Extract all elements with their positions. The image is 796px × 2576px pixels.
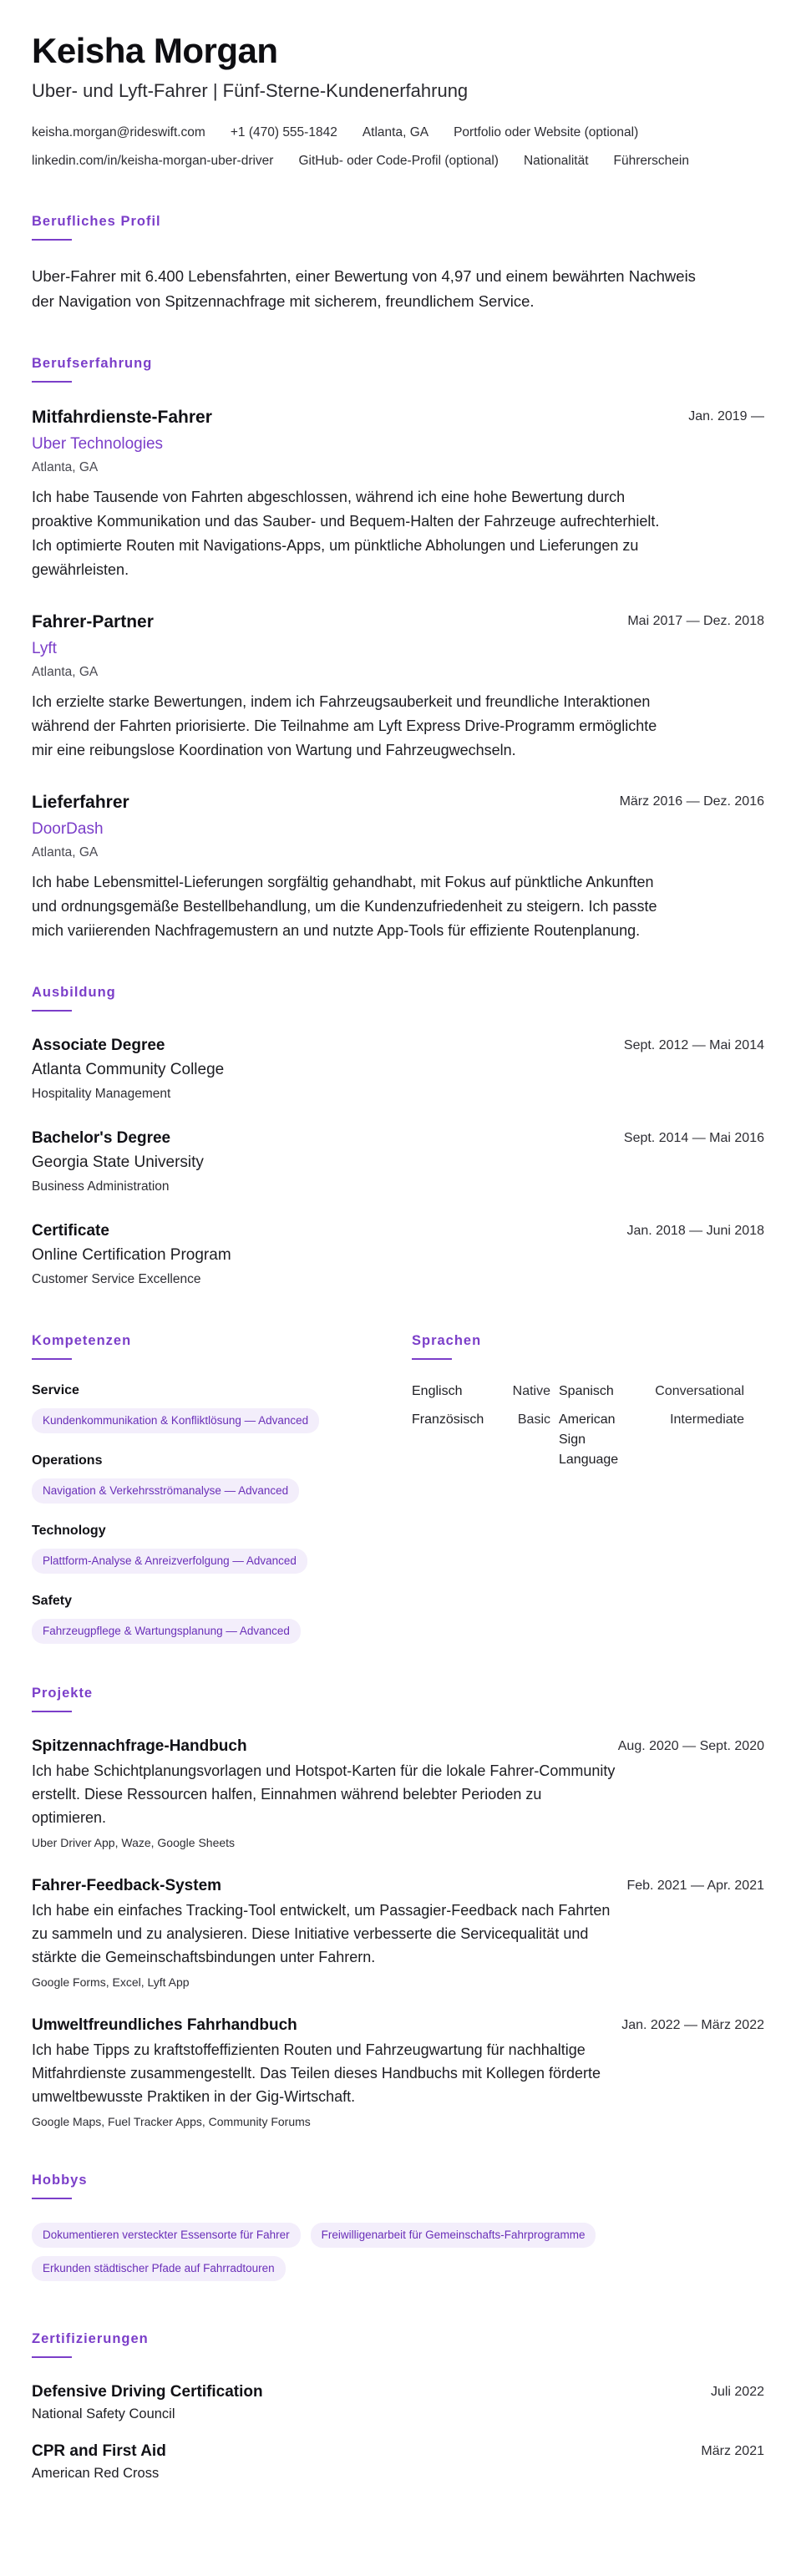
hobby-list: [32, 2223, 700, 2289]
experience-entry: [32, 791, 764, 943]
project-entry: [32, 2015, 764, 2131]
project-description: Ich habe Tipps zu kraftstoffeffizienten Routen und Fahrzeugwartung für nachhaltige Mitfahrdienste zusammengestellt. Das Teilen dieses Handbuchs mit Kollegen förderte umweltbewusste Praktiken in der Gig-Wirtschaft.: [32, 2041, 601, 2105]
education-dates: Jan. 2018 — Juni 2018: [626, 1224, 764, 1238]
section-divider: [32, 239, 72, 241]
project-tech: Google Maps, Fuel Tracker Apps, Community Forums: [32, 2115, 311, 2128]
certification-date: März 2021: [701, 2444, 764, 2458]
section-divider: [32, 2356, 72, 2358]
certification-date: Juli 2022: [710, 2385, 764, 2399]
skill-category: Safety: [32, 1594, 73, 1608]
experience-entry: [32, 406, 764, 582]
certification-issuer: American Red Cross: [32, 2466, 160, 2481]
language-name: American Sign Language: [559, 1412, 619, 1467]
education-field: Hospitality Management: [32, 1087, 171, 1101]
education-entry: [32, 1128, 764, 1197]
job-dates: Jan. 2019 —: [688, 409, 764, 423]
section-divider: [32, 2198, 72, 2199]
project-name: Spitzennachfrage-Handbuch: [32, 1737, 247, 1755]
section-title: Sprachen: [412, 1333, 482, 1348]
certification-entry: [32, 2381, 764, 2424]
skill-chip: Kundenkommunikation & Konfliktlösung — Advanced: [32, 1408, 319, 1433]
experience-entry: [32, 611, 764, 763]
contact-github[interactable]: GitHub- oder Code-Profil (optional): [298, 154, 499, 168]
language-name: Spanisch: [559, 1384, 614, 1398]
job-location: Atlanta, GA: [32, 460, 99, 474]
project-name: Umweltfreundliches Fahrhandbuch: [32, 2016, 297, 2034]
project-dates: Feb. 2021 — Apr. 2021: [626, 1879, 764, 1893]
skill-chip: Plattform-Analyse & Anreizverfolgung — Advanced: [32, 1549, 307, 1574]
job-title: Fahrer-Partner: [32, 612, 154, 631]
education-school: Georgia State University: [32, 1154, 204, 1171]
education-degree: Associate Degree: [32, 1037, 165, 1054]
skill-group: [32, 1382, 412, 1433]
contact-list: [32, 122, 764, 172]
job-company: DoorDash: [32, 820, 104, 838]
section-divider: [32, 381, 72, 383]
certification-name: CPR and First Aid: [32, 2442, 166, 2460]
education-field: Customer Service Excellence: [32, 1272, 201, 1286]
candidate-name: Keisha Morgan: [32, 31, 278, 70]
education-dates: Sept. 2012 — Mai 2014: [623, 1038, 764, 1052]
contact-location: Atlanta, GA: [362, 125, 429, 139]
section-title: Kompetenzen: [32, 1333, 132, 1348]
contact-phone[interactable]: +1 (470) 555-1842: [230, 125, 337, 139]
language-level: Conversational: [655, 1384, 744, 1398]
skills-section: [32, 1331, 412, 1644]
project-dates: Aug. 2020 — Sept. 2020: [617, 1739, 764, 1753]
section-title: Zertifizierungen: [32, 2331, 149, 2346]
hobby-chip: Dokumentieren versteckter Essensorte für Fahrer: [32, 2223, 301, 2248]
education-section: [32, 983, 764, 1290]
job-description: Ich habe Tausende von Fahrten abgeschlossen, während ich eine hohe Bewertung durch proaktive Kommunikation und das Sauber- und Bequem-Halten der Fahrzeuge aufrechterhielt. Ich optimierte Routen mit Navigations-Apps, um pünktliche Abholungen und Lieferungen zu gewährleisten.: [32, 489, 660, 578]
job-company: Lyft: [32, 640, 57, 657]
language-name: Französisch: [412, 1412, 484, 1427]
profile-section: [32, 212, 764, 314]
education-school: Online Certification Program: [32, 1246, 231, 1264]
hobby-chip: Freiwilligenarbeit für Gemeinschafts-Fahrprogramme: [311, 2223, 596, 2248]
contact-email[interactable]: keisha.morgan@rideswift.com: [32, 125, 205, 139]
education-school: Atlanta Community College: [32, 1061, 225, 1078]
projects-section: [32, 1684, 764, 2131]
contact-drivers-license: Führerschein: [613, 154, 689, 168]
skill-group: [32, 1592, 412, 1644]
section-divider: [32, 1010, 72, 1012]
contact-nationality: Nationalität: [523, 154, 589, 168]
project-entry: [32, 1736, 764, 1852]
hobby-chip: Erkunden städtischer Pfade auf Fahrradtouren: [32, 2256, 286, 2281]
job-dates: März 2016 — Dez. 2016: [619, 794, 764, 809]
section-divider: [412, 1358, 452, 1360]
section-title: Berufliches Profil: [32, 214, 161, 229]
job-title: Mitfahrdienste-Fahrer: [32, 408, 212, 427]
education-entry: [32, 1220, 764, 1290]
certification-name: Defensive Driving Certification: [32, 2383, 263, 2401]
project-tech: Uber Driver App, Waze, Google Sheets: [32, 1836, 236, 1849]
section-title: Projekte: [32, 1686, 94, 1701]
candidate-headline: Uber- und Lyft-Fahrer | Fünf-Sterne-Kundenerfahrung: [32, 80, 469, 101]
education-dates: Sept. 2014 — Mai 2016: [623, 1131, 764, 1145]
skill-category: Technology: [32, 1524, 106, 1538]
language-list: [412, 1382, 764, 1470]
job-description: Ich erzielte starke Bewertungen, indem ich Fahrzeugsauberkeit und freundliche Interaktionen während der Fahrten priorisierte. Die Teilnahme am Lyft Express Drive-Programm ermöglichte mir eine reibungslose Koordination von Wartung und Fahrzeugwechseln.: [32, 693, 657, 758]
project-description: Ich habe Schichtplanungsvorlagen und Hotspot-Karten für die lokale Fahrer-Community erstellt. Diese Ressourcen halfen, Einnahmen während belebter Perioden zu optimieren.: [32, 1762, 616, 1826]
project-tech: Google Forms, Excel, Lyft App: [32, 1975, 190, 1989]
job-description: Ich habe Lebensmittel-Lieferungen sorgfältig gehandhabt, mit Fokus auf pünktliche Ankunften und ordnungsgemäße Bestellbehandlung, um die Kundenzufriedenheit zu steigern. Ich passte mich variierenden Nachfragemustern an und nutzte App-Tools für effiziente Routenplanung.: [32, 874, 657, 939]
job-location: Atlanta, GA: [32, 665, 99, 679]
resume-header: [32, 30, 764, 172]
skill-category: Operations: [32, 1453, 103, 1468]
language-level: Intermediate: [670, 1412, 744, 1427]
hobbies-section: [32, 2171, 764, 2289]
skill-chip: Navigation & Verkehrsströmanalyse — Advanced: [32, 1478, 299, 1504]
languages-section: [412, 1331, 764, 1644]
section-title: Berufserfahrung: [32, 356, 153, 371]
project-name: Fahrer-Feedback-System: [32, 1877, 222, 1894]
profile-summary: Uber-Fahrer mit 6.400 Lebensfahrten, einer Bewertung von 4,97 und einem bewährten Nachweis der Navigation von Spitzennachfrage mit sicherem, freundlichem Service.: [32, 267, 696, 310]
section-divider: [32, 1358, 72, 1360]
experience-section: [32, 354, 764, 943]
skill-chip: Fahrzeugpflege & Wartungsplanung — Advanced: [32, 1619, 301, 1644]
section-title: Ausbildung: [32, 985, 116, 1000]
language-name: Englisch: [412, 1384, 463, 1398]
skill-group: [32, 1522, 412, 1574]
language-level: Basic: [517, 1412, 550, 1427]
job-location: Atlanta, GA: [32, 845, 99, 860]
education-entry: [32, 1035, 764, 1104]
section-divider: [32, 1711, 72, 1712]
skills-languages-row: [32, 1331, 764, 1644]
skill-category: Service: [32, 1383, 79, 1397]
job-dates: Mai 2017 — Dez. 2018: [627, 614, 764, 628]
education-degree: Bachelor's Degree: [32, 1129, 171, 1147]
job-company: Uber Technologies: [32, 435, 164, 453]
job-title: Lieferfahrer: [32, 793, 129, 812]
project-entry: [32, 1875, 764, 1991]
skill-group: [32, 1452, 412, 1504]
project-dates: Jan. 2022 — März 2022: [621, 2018, 764, 2032]
education-field: Business Administration: [32, 1179, 170, 1194]
certification-entry: [32, 2441, 764, 2483]
education-degree: Certificate: [32, 1222, 109, 1240]
language-level: Native: [512, 1384, 550, 1398]
contact-portfolio[interactable]: Portfolio oder Website (optional): [454, 125, 639, 139]
certifications-section: [32, 2330, 764, 2483]
project-description: Ich habe ein einfaches Tracking-Tool entwickelt, um Passagier-Feedback nach Fahrten zu sammeln und zu analysieren. Diese Initiative verbesserte die Servicequalität und stärkte die Gemeinschaftsbindungen unter Fahrern.: [32, 1902, 611, 1965]
contact-linkedin[interactable]: linkedin.com/in/keisha-morgan-uber-driver: [32, 154, 274, 168]
certification-issuer: National Safety Council: [32, 2406, 175, 2421]
section-title: Hobbys: [32, 2173, 88, 2188]
